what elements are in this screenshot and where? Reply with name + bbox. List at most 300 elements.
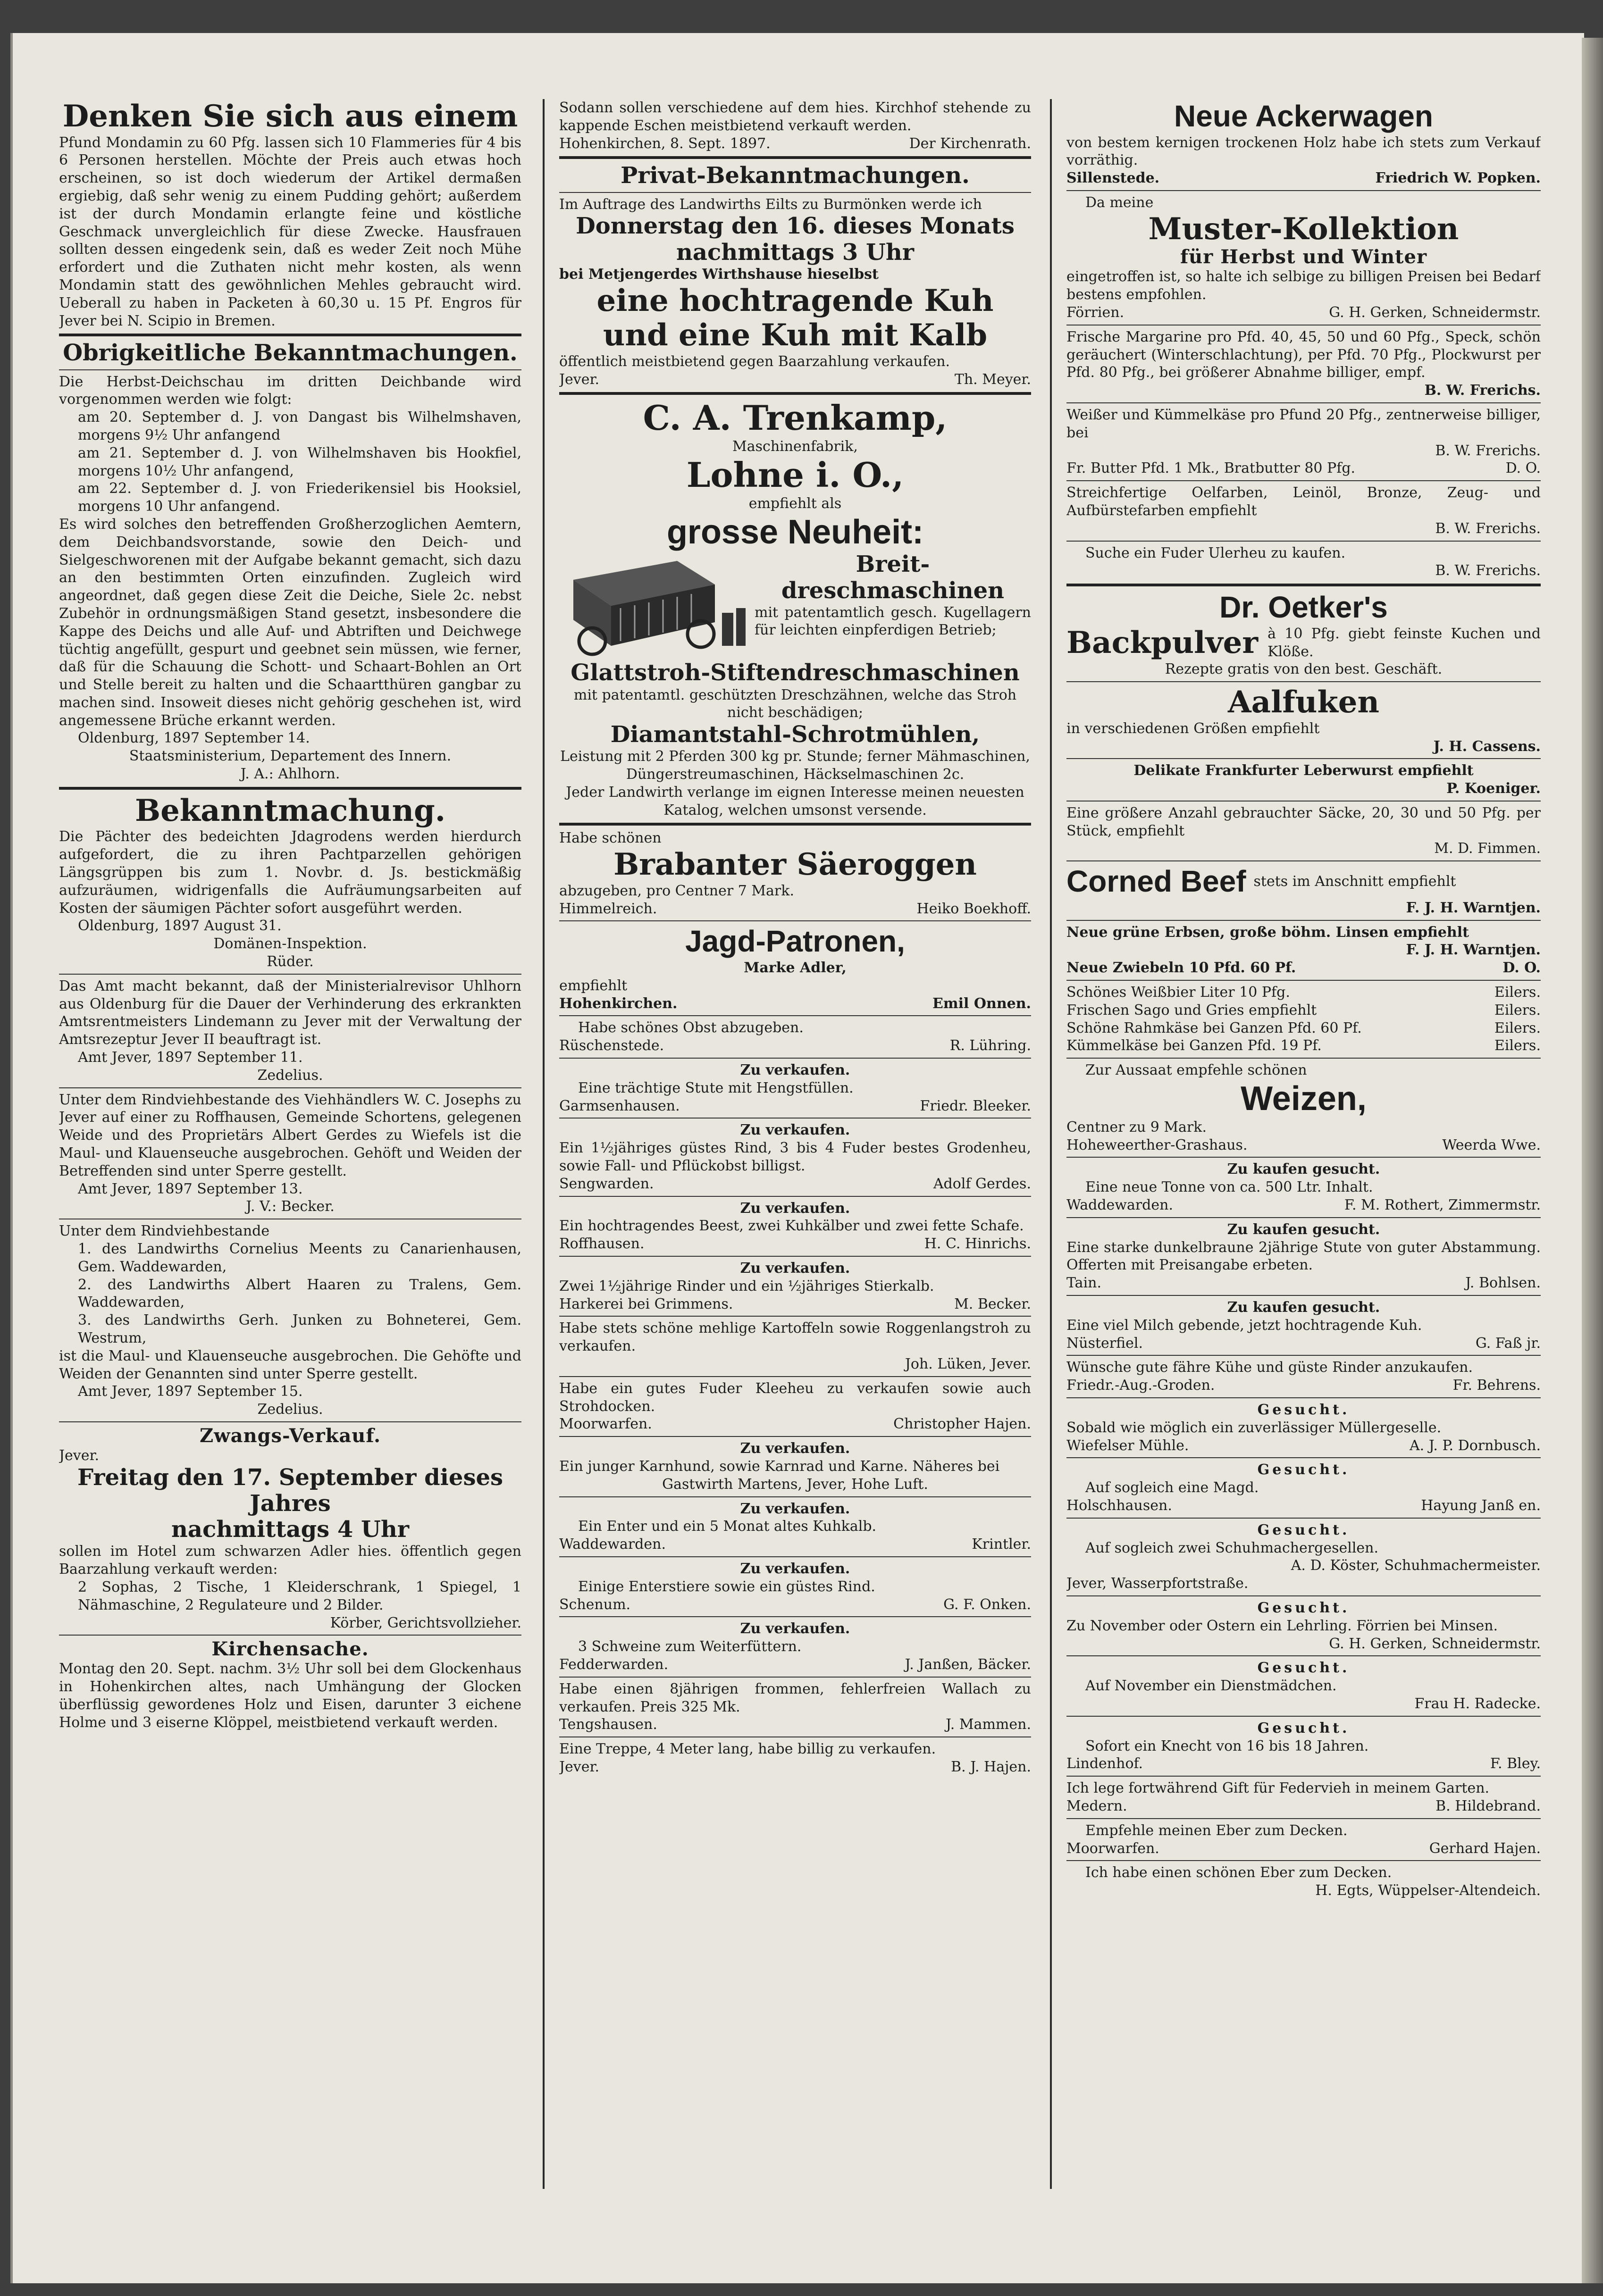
notice-place: Hohenkirchen, 8. Sept. 1897. — [559, 135, 771, 152]
kirchhof-notice — [559, 99, 1031, 152]
separator-rule — [1066, 681, 1541, 682]
separator-rule — [1066, 1295, 1541, 1296]
separator-rule — [1066, 1776, 1541, 1777]
separator-rule — [559, 1058, 1031, 1059]
ad-signature: Christopher Hajen. — [893, 1416, 1031, 1433]
ackerwagen-ad — [1066, 99, 1541, 187]
separator-rule — [59, 369, 521, 370]
ad-signature: Friedrich W. Popken. — [1375, 170, 1541, 187]
ad-body: Eine trächtige Stute mit Hengstfüllen. — [578, 1079, 854, 1096]
separator-rule — [1066, 920, 1541, 921]
ad-signature: Gerhard Hajen. — [1429, 1840, 1541, 1857]
gesucht-ad-4 — [1066, 1599, 1541, 1653]
ad-headline: Aalfuken — [1227, 685, 1380, 720]
ad-title: Gesucht. — [1257, 1521, 1350, 1538]
ad-place: Tain. — [1066, 1275, 1102, 1292]
ad-place: Hoheweerther-Grashaus. — [1066, 1136, 1248, 1153]
ad-subtitle: Marke Adler, — [744, 960, 847, 977]
threshing-machine-illustration — [559, 551, 748, 660]
separator-rule — [1066, 980, 1541, 981]
ad-place: Medern. — [1066, 1797, 1127, 1814]
kaufen-ad-2 — [1066, 1221, 1541, 1292]
gesucht-ad-6 — [1066, 1720, 1541, 1773]
ad-signature: P. Koeniger. — [1446, 780, 1541, 797]
ad-date-large: Donnerstag den 16. dieses Monats — [576, 213, 1015, 240]
ad-signature: J. H. Cassens. — [1433, 738, 1541, 755]
separator-rule — [1066, 480, 1541, 481]
ad-signature: Weerda Wwe. — [1442, 1136, 1541, 1153]
eilers-ad — [1066, 1037, 1541, 1055]
separator-rule — [559, 1196, 1031, 1197]
ad-body: Neue Zwiebeln 10 Pfd. 60 Pf. — [1066, 960, 1296, 977]
weizen-ad — [1066, 1061, 1541, 1154]
notice-body: Die Pächter des bedeichten Jdagrodens werden hierdurch aufgefordert, die zu ihren Pachtparzellen gehörigen Längsgrüppen bis zum 1. Novbr. d. Js. bestickmäßig aufzuräumen, widrigenfalls die Aufräumungsarbeiten auf Kosten der säumigen Pächter sofort ausgeführt werden. — [59, 828, 521, 917]
ad-signature: F. M. Rothert, Zimmermstr. — [1344, 1197, 1541, 1214]
gift-ad — [1066, 1779, 1541, 1815]
trenkamp-ad — [559, 399, 1031, 819]
separator-rule — [1066, 1716, 1541, 1717]
sale-ad-8 — [559, 1620, 1031, 1673]
ad-headline: Jagd-Patronen, — [685, 924, 905, 959]
ad-signature: Eilers. — [1494, 984, 1541, 1001]
ad-title: Zu kaufen gesucht. — [1227, 1161, 1380, 1178]
ad-signature: D. O. — [1502, 960, 1541, 977]
notice-signature: Zedelius. — [257, 1401, 323, 1418]
ad-body: Centner zu 9 Mark. — [1066, 1119, 1207, 1135]
kartoffel-ad — [559, 1319, 1031, 1373]
margarine-ad — [1066, 328, 1541, 400]
ad-body: Kümmelkäse bei Ganzen Pfd. 19 Pf. — [1066, 1037, 1322, 1054]
ad-title: Zu verkaufen. — [740, 1620, 850, 1637]
ad-place: Moorwarfen. — [1066, 1840, 1159, 1857]
separator-rule — [1066, 541, 1541, 542]
ad-body: Habe stets schöne mehlige Kartoffeln sowie Roggenlangstroh zu verkaufen. — [559, 1320, 1031, 1355]
ad-intro: Da meine — [1085, 194, 1154, 211]
ad-location: bei Metjengerdes Wirthshause hieselbst — [559, 266, 879, 283]
company-type: Maschinenfabrik, — [732, 438, 858, 455]
notice-line: am 21. September d. J. von Wilhelmshaven bis Hookfiel, morgens 10½ Uhr anfangend, — [78, 444, 521, 479]
separator-rule — [1066, 1457, 1541, 1458]
ad-body: Habe einen 8jährigen frommen, fehlerfreien Wallach zu verkaufen. Preis 325 Mk. — [559, 1680, 1031, 1715]
ad-intro: Habe schönen — [559, 830, 662, 847]
column-1 — [59, 99, 521, 2222]
ad-place: Roffhausen. — [559, 1236, 645, 1252]
notice-date: Oldenburg, 1897 August 31. — [78, 918, 282, 935]
ad-body: Habe schönes Obst abzugeben. — [578, 1019, 804, 1036]
ad-title: Zu verkaufen. — [740, 1200, 850, 1217]
ad-body: von bestem kernigen trockenen Holz habe ich stets zum Verkauf vorräthig. — [1066, 134, 1541, 169]
gesucht-ad-3 — [1066, 1521, 1541, 1593]
ad-signature: F. J. H. Warntjen. — [1406, 942, 1541, 959]
ad-place: Garmsenhausen. — [559, 1097, 680, 1114]
separator-rule — [559, 1015, 1031, 1016]
ad-title: Gesucht. — [1257, 1402, 1350, 1418]
ad-headline: Muster-Kollektion — [1148, 211, 1459, 247]
ad-signature: J. Bohlsen. — [1465, 1275, 1541, 1292]
sale-ad-4 — [559, 1260, 1031, 1313]
separator-rule — [1066, 758, 1541, 759]
privat-auction — [559, 163, 1031, 388]
ad-title: Zu verkaufen. — [740, 1440, 850, 1457]
separator-rule — [559, 823, 1031, 826]
notice-signature: Körber, Gerichtsvollzieher. — [330, 1614, 521, 1631]
ad-title: Zu kaufen gesucht. — [1227, 1221, 1380, 1238]
separator-rule — [1066, 1355, 1541, 1356]
ad-signature: J. Janßen, Bäcker. — [905, 1656, 1031, 1673]
ad-place: Tengshausen. — [559, 1716, 657, 1733]
ad-address: Jever, Wasserpfortstraße. — [1066, 1575, 1249, 1592]
gesucht-ad-2 — [1066, 1461, 1541, 1514]
ad-headline: Brabanter Säeroggen — [613, 847, 977, 883]
ad-body: abzugeben, pro Centner 7 Mark. — [559, 882, 794, 899]
ad-body: Streichfertige Oelfarben, Leinöl, Bronze, Zeug- und Aufbürstefarben empfiehlt — [1066, 484, 1541, 519]
notice-place: Jever. — [59, 1447, 100, 1464]
treppe-ad — [559, 1740, 1031, 1776]
kaese-ad — [1066, 406, 1541, 477]
company-name: C. A. Trenkamp, — [643, 398, 948, 438]
ad-place: Schenum. — [559, 1596, 631, 1613]
notice-line: 1. des Landwirths Cornelius Meents zu Canarienhausen, Gem. Waddewarden, — [78, 1241, 521, 1275]
ad-place: Friedr.-Aug.-Groden. — [1066, 1377, 1215, 1394]
ad-body: Schönes Weißbier Liter 10 Pfg. — [1066, 984, 1290, 1001]
ad-intro: empfiehlt als — [748, 495, 842, 512]
kaufen-ad-3 — [1066, 1299, 1541, 1352]
jagd-ad — [559, 924, 1031, 1012]
separator-rule — [1066, 584, 1541, 586]
separator-rule — [1066, 1058, 1541, 1059]
ad-body: Ich habe einen schönen Eber zum Decken. — [1085, 1864, 1392, 1881]
amt-notice-2 — [59, 1091, 521, 1216]
separator-rule — [59, 334, 521, 336]
separator-rule — [59, 1635, 521, 1636]
product-desc: mit patentamtlich gesch. Kugellagern für leichten einpferdigen Betrieb; — [755, 604, 1031, 639]
section-title: Obrigkeitliche Bekanntmachungen. — [63, 340, 518, 367]
ad-place: Wiefelser Mühle. — [1066, 1437, 1189, 1454]
separator-rule — [1066, 1217, 1541, 1218]
ad-signature: Frau H. Radecke. — [1414, 1695, 1541, 1712]
ad-headline: eine hochtragende Kuh — [596, 283, 994, 318]
eilers-ad — [1066, 984, 1541, 1002]
ad-body: Ich lege fortwährend Gift für Federvieh in meinem Garten. — [1066, 1780, 1490, 1797]
obst-ad — [559, 1019, 1031, 1055]
ad-signature: G. H. Gerken, Schneidermstr. — [1329, 1635, 1541, 1652]
separator-rule — [559, 1677, 1031, 1678]
column-divider — [543, 99, 545, 2189]
notice-intro: Unter dem Rindviehbestande — [59, 1223, 270, 1240]
ad-signature: F. Bley. — [1490, 1755, 1541, 1772]
separator-rule — [59, 974, 521, 975]
product-name: Glattstroh-Stiftendreschmaschinen — [571, 660, 1020, 686]
fuder-ad — [1066, 544, 1541, 580]
eber-ad-2 — [1066, 1864, 1541, 1900]
ad-place: Harkerei bei Grimmens. — [559, 1295, 733, 1312]
ad-time-large: nachmittags 3 Uhr — [676, 239, 915, 266]
ad-signature: D. O. — [1505, 460, 1541, 477]
ad-signature: Eilers. — [1494, 1002, 1541, 1019]
separator-rule — [559, 1556, 1031, 1557]
notice-authority: Staatsministerium, Departement des Innern. — [129, 748, 452, 765]
ad-title: Gesucht. — [1257, 1720, 1350, 1737]
notice-signature: Rüder. — [267, 953, 314, 970]
ad-body: stets im Anschnitt empfiehlt — [1253, 873, 1456, 890]
ad-place: Holschhausen. — [1066, 1497, 1172, 1514]
ad-title: Gesucht. — [1257, 1599, 1350, 1616]
saecke-ad — [1066, 804, 1541, 858]
ad-signature: Heiko Boekhoff. — [916, 900, 1031, 917]
notice-title: Kirchensache. — [211, 1638, 369, 1661]
page-edge — [1582, 38, 1603, 2283]
ad-body: Frische Margarine pro Pfd. 40, 45, 50 und 60 Pfg., Speck, schön geräuchert (Winterschlachtung), per Pfd. 70 Pfg., Plockwurst per Pfd. 80 Pfg., bei größerer Abnahme billiger, empf. — [1066, 328, 1541, 381]
notice-line: 2. des Landwirths Albert Haaren zu Tralens, Gem. Waddewarden, — [78, 1276, 521, 1311]
column-2 — [559, 99, 1031, 2222]
ad-place: Sengwarden. — [559, 1175, 654, 1192]
kirchensache — [59, 1638, 521, 1731]
ad-place: Nüsterfiel. — [1066, 1335, 1143, 1352]
ad-body: Schöne Rahmkäse bei Ganzen Pfd. 60 Pf. — [1066, 1019, 1362, 1036]
separator-rule — [1066, 1818, 1541, 1819]
notice-date-large: Freitag den 17. September dieses Jahres — [77, 1464, 504, 1517]
ad-body: Eine viel Milch gebende, jetzt hochtragende Kuh. — [1066, 1317, 1422, 1334]
sale-ad-7 — [559, 1560, 1031, 1613]
column-divider — [1050, 99, 1052, 2189]
ad-body: eingetroffen ist, so halte ich selbige zu billigen Preisen bei Bedarf bestens empfohlen. — [1066, 268, 1541, 303]
separator-rule — [559, 1616, 1031, 1617]
ad-body: öffentlich meistbietend gegen Baarzahlung verkaufen. — [559, 353, 950, 370]
ad-subtitle: für Herbst und Winter — [1180, 246, 1427, 268]
separator-rule — [559, 392, 1031, 395]
ad-signature: B. W. Frerichs. — [1435, 520, 1541, 537]
separator-rule — [559, 1316, 1031, 1317]
separator-rule — [559, 920, 1031, 921]
ad-headline: Corned Beef — [1066, 864, 1246, 899]
ad-title: Zu verkaufen. — [740, 1062, 850, 1079]
ad-signature: M. Becker. — [954, 1295, 1031, 1312]
ad-body: in verschiedenen Größen empfiehlt — [1066, 720, 1320, 737]
separator-rule — [1066, 1595, 1541, 1596]
notice-line: am 22. September d. J. von Friederikensiel bis Hooksiel, morgens 10 Uhr anfangend. — [78, 480, 521, 515]
ad-place: Fedderwarden. — [559, 1656, 669, 1673]
notice-body: sollen im Hotel zum schwarzen Adler hies. öffentlich gegen Baarzahlung verkauft werden: — [59, 1543, 521, 1578]
product-name: Backpulver — [1066, 625, 1259, 660]
muster-ad — [1066, 194, 1541, 322]
notice-signature: J. V.: Becker. — [246, 1198, 335, 1215]
ad-signature: F. J. H. Warntjen. — [1406, 899, 1541, 916]
separator-rule — [1066, 190, 1541, 191]
ad-signature: Eilers. — [1494, 1019, 1541, 1036]
klee-ad — [559, 1380, 1031, 1433]
ad-signature: A. J. P. Dornbusch. — [1409, 1437, 1541, 1454]
ad-signature: Krintler. — [972, 1536, 1031, 1553]
ad-title: Zu verkaufen. — [740, 1500, 850, 1517]
brabanter-ad — [559, 829, 1031, 918]
ad-title: Denken Sie sich aus einem — [62, 99, 518, 134]
ad-signature: Gastwirth Martens, Jever, Hohe Luft. — [662, 1476, 928, 1493]
separator-rule — [559, 1376, 1031, 1377]
notice-signature: Der Kirchenrath. — [909, 135, 1031, 152]
ad-place: Waddewarden. — [1066, 1197, 1173, 1214]
notice-line: am 20. September d. J. von Dangast bis Wilhelmshaven, morgens 9½ Uhr anfangend — [78, 409, 521, 443]
ad-place: Himmelreich. — [559, 900, 657, 917]
product-name: Diamantstahl-Schrotmühlen, — [610, 721, 980, 748]
ad-body: Zwei 1½jährige Rinder und ein ½jähriges Stierkalb. — [559, 1277, 934, 1294]
ad-signature: B. W. Frerichs. — [1424, 382, 1541, 399]
ad-signature: Eilers. — [1494, 1037, 1541, 1054]
ad-place: Förrien. — [1066, 304, 1125, 321]
product-name: dreschmaschinen — [781, 577, 1005, 604]
notice-date: Amt Jever, 1897 September 15. — [78, 1383, 303, 1400]
ad-body: Sofort ein Knecht von 16 bis 18 Jahren. — [1085, 1737, 1369, 1754]
separator-rule — [59, 1087, 521, 1088]
ad-headline: Neue Ackerwagen — [1174, 99, 1433, 133]
gesucht-ad-1 — [1066, 1401, 1541, 1454]
aalfuken-ad — [1066, 685, 1541, 755]
farben-ad — [1066, 484, 1541, 537]
ad-place: Jever. — [559, 371, 600, 388]
separator-rule — [559, 1256, 1031, 1257]
notice-signature: Zedelius. — [257, 1067, 323, 1084]
company-city: Lohne i. O., — [686, 454, 904, 495]
ad-signature: Emil Onnen. — [932, 995, 1031, 1012]
corned-beef-ad — [1066, 864, 1541, 917]
separator-rule — [1066, 1397, 1541, 1398]
ad-body: Sobald wie möglich ein zuverlässiger Müllergeselle. — [1066, 1419, 1442, 1436]
ad-headline: Dr. Oetker's — [1219, 590, 1388, 625]
ad-body: Auf sogleich zwei Schuhmachergesellen. — [1085, 1539, 1379, 1556]
sale-ad-6 — [559, 1500, 1031, 1553]
bekanntmachung — [59, 793, 521, 971]
official-notices — [59, 340, 521, 783]
kaufen-ad-1 — [1066, 1161, 1541, 1214]
ad-place: Rüschenstede. — [559, 1037, 664, 1054]
oetker-ad — [1066, 590, 1541, 678]
mondamin-ad — [59, 99, 521, 330]
product-name: Breit- — [856, 551, 930, 578]
ad-signature: Joh. Lüken, Jever. — [905, 1355, 1031, 1372]
amt-notice-1 — [59, 977, 521, 1085]
ad-title: Gesucht. — [1257, 1660, 1350, 1677]
ad-title: Zu verkaufen. — [740, 1122, 850, 1139]
ad-signature: B. Hildebrand. — [1435, 1797, 1541, 1814]
ad-signature: G. Faß jr. — [1475, 1335, 1541, 1352]
ad-body: Einige Enterstiere sowie ein güstes Rind. — [578, 1578, 875, 1595]
ad-place: Waddewarden. — [559, 1536, 666, 1553]
ad-body: Ein 1½jähriges güstes Rind, 3 bis 4 Fuder bestes Grodenheu, sowie Fall- und Pflückobst billigst. — [559, 1140, 1031, 1175]
notice-line: 3. des Landwirths Gerh. Junken zu Bohneterei, Gem. Westrum, — [78, 1312, 521, 1346]
ad-body: Rezepte gratis von den best. Geschäft. — [1165, 661, 1443, 678]
separator-rule — [59, 787, 521, 790]
ad-headline: und eine Kuh mit Kalb — [603, 317, 988, 353]
ad-title: Zu verkaufen. — [740, 1260, 850, 1277]
ad-body: Ein hochtragendes Beest, zwei Kuhkälber und zwei fette Schafe. — [559, 1218, 1024, 1235]
notice-signature: J. A.: Ahlhorn. — [240, 766, 340, 783]
kuehe-ad — [1066, 1359, 1541, 1394]
notice-authority: Domänen-Inspektion. — [213, 935, 367, 952]
product-desc: Leistung mit 2 Pferden 300 kg pr. Stunde; ferner Mähmaschinen, Düngerstreumaschinen, Häckselmaschinen 2c. — [560, 748, 1030, 783]
notice-body: Das Amt macht bekannt, daß der Ministerialrevisor Uhlhorn aus Oldenburg für die Dauer der Verhinderung des erkrankten Amtsrentmeisters Lindemann zu Jever mit der Verwaltung der Amtsrezeptur Jever II beauftragt ist. — [59, 977, 521, 1048]
ad-signature: J. Mammen. — [946, 1716, 1031, 1733]
separator-rule — [559, 1118, 1031, 1119]
separator-rule — [59, 1421, 521, 1422]
ad-title: Zu verkaufen. — [740, 1560, 850, 1577]
ad-signature: Adolf Gerdes. — [933, 1175, 1031, 1192]
separator-rule — [1066, 1157, 1541, 1158]
ad-signature: H. C. Hinrichs. — [924, 1236, 1031, 1252]
ad-body: Weißer und Kümmelkäse pro Pfund 20 Pfg., zentnerweise billiger, bei — [1066, 406, 1541, 441]
separator-rule — [1066, 325, 1541, 326]
separator-rule — [559, 156, 1031, 159]
notice-time-large: nachmittags 4 Uhr — [171, 1516, 410, 1543]
notice-body: Unter dem Rindviehbestande des Viehhändlers W. C. Josephs zu Jever auf einer zu Roffhausen, Gemeinde Schortens, gelegenen Weide und des Proprietärs Albert Gerdes zu Wiefels ist die Maul- und Klauenseuche ausgebrochen. Gehöft und Weiden der Betreffenden sind unter Sperre gestellt. — [59, 1091, 521, 1179]
eilers-ad — [1066, 1002, 1541, 1019]
ad-body: Eine Treppe, 4 Meter lang, habe billig zu verkaufen. — [559, 1741, 936, 1758]
ad-body: Delikate Frankfurter Leberwurst empfiehlt — [1133, 762, 1474, 779]
ad-intro: empfiehlt — [559, 977, 628, 994]
section-title: Privat-Bekanntmachungen. — [621, 162, 970, 189]
ad-title: Gesucht. — [1257, 1461, 1350, 1478]
ad-body: Habe ein gutes Fuder Kleeheu zu verkaufen sowie auch Strohdocken. — [559, 1380, 1031, 1415]
ad-signature: G. F. Onken. — [943, 1596, 1031, 1613]
ad-signature: Fr. Behrens. — [1452, 1377, 1541, 1394]
notice-body: ist die Maul- und Klauenseuche ausgebrochen. Die Gehöfte und Weiden der Genannten sind unter Sperre gestellt. — [59, 1347, 521, 1382]
ad-place: Sillenstede. — [1066, 170, 1160, 187]
erbsen-ad — [1066, 924, 1541, 960]
ad-intro: Im Auftrage des Landwirths Eilts zu Burmönken werde ich — [559, 196, 982, 213]
ad-body: Eine größere Anzahl gebrauchter Säcke, 20, 30 und 50 Pfg. per Stück, empfiehlt — [1066, 804, 1541, 839]
ad-body: Ein junger Karnhund, sowie Karnrad und Karne. Näheres bei — [559, 1458, 1000, 1475]
ad-place: Hohenkirchen. — [559, 995, 678, 1012]
ad-signature: Th. Meyer. — [954, 371, 1031, 388]
sale-ad-3 — [559, 1200, 1031, 1253]
separator-rule — [1066, 1518, 1541, 1519]
notice-items: 2 Sophas, 2 Tische, 1 Kleiderschrank, 1 Spiegel, 1 Nähmaschine, 2 Regulateure und 2 Bilder. — [78, 1578, 521, 1613]
notice-body: Sodann sollen verschiedene auf dem hies. Kirchhof stehende zu kappende Eschen meistbietend verkauft werden. — [559, 100, 1031, 134]
separator-rule — [1066, 1655, 1541, 1656]
wallach-ad — [559, 1680, 1031, 1734]
ad-body: Fr. Butter Pfd. 1 Mk., Bratbutter 80 Pfg. — [1066, 460, 1356, 477]
sale-ad-1 — [559, 1061, 1031, 1115]
ad-body: Auf sogleich eine Magd. — [1085, 1479, 1259, 1496]
separator-rule — [1066, 801, 1541, 802]
ad-signature: A. D. Köster, Schuhmachermeister. — [1291, 1557, 1541, 1574]
ad-body: Auf November ein Dienstmädchen. — [1085, 1678, 1337, 1695]
eber-ad — [1066, 1822, 1541, 1858]
notice-title: Bekanntmachung. — [134, 793, 446, 828]
ad-body: Empfehle meinen Eber zum Decken. — [1085, 1822, 1348, 1839]
product-desc: mit patentamtl. geschützten Dreschzähnen, welche das Stroh nicht beschädigen; — [573, 686, 1017, 721]
ad-body: Pfund Mondamin zu 60 Pfg. lassen sich 10 Flammeries für 4 bis 6 Personen herstellen. Möchte der Preis auch etwas hoch erscheinen, so ist doch wiederum der Artikel dermaßen ergiebig, daß sehr wenig zu einem Pudding gehört; außerdem ist der durch Mondamin erlangte feine und köstliche Geschmack unvergleichlich für diese Zwecke. Hausfrauen sollten dessen eingedenk sein, daß es weder Zeit noch Mühe erfordert und die Zuthaten nicht mehr kosten, als wenn Mondamin statt des gewöhnlichen Mehles gebraucht wird. Ueberall zu haben in Packeten à 60,30 u. 15 Pf. Engros für Jever bei N. Scipio in Bremen. — [59, 134, 521, 329]
sale-ad-5 — [559, 1440, 1031, 1493]
product-desc: à 10 Pfg. giebt feinste Kuchen und Klöße. — [1267, 625, 1541, 660]
separator-rule — [559, 192, 1031, 193]
separator-rule — [1066, 860, 1541, 861]
ad-signature: B. W. Frerichs. — [1435, 562, 1541, 579]
ad-intro: Zur Aussaat empfehle schönen — [1085, 1062, 1307, 1079]
ad-body: Eine neue Tonne von ca. 500 Ltr. Inhalt. — [1085, 1179, 1373, 1196]
ad-place: Moorwarfen. — [559, 1416, 652, 1433]
ad-signature: B. J. Hajen. — [951, 1758, 1031, 1775]
notice-date: Amt Jever, 1897 September 11. — [78, 1049, 303, 1066]
gesucht-ad-5 — [1066, 1659, 1541, 1712]
ad-signature: Hayung Janß en. — [1421, 1497, 1541, 1514]
ad-body: Suche ein Fuder Ulerheu zu kaufen. — [1085, 544, 1346, 561]
ad-signature: H. Egts, Wüppelser-Altendeich. — [1315, 1882, 1541, 1899]
amt-notice-3 — [59, 1222, 521, 1419]
ad-place: Lindenhof. — [1066, 1755, 1143, 1772]
zwiebeln-ad — [1066, 959, 1541, 977]
eilers-ad — [1066, 1019, 1541, 1037]
ad-signature: G. H. Gerken, Schneidermstr. — [1329, 304, 1541, 321]
ad-place: Jever. — [559, 1758, 600, 1775]
